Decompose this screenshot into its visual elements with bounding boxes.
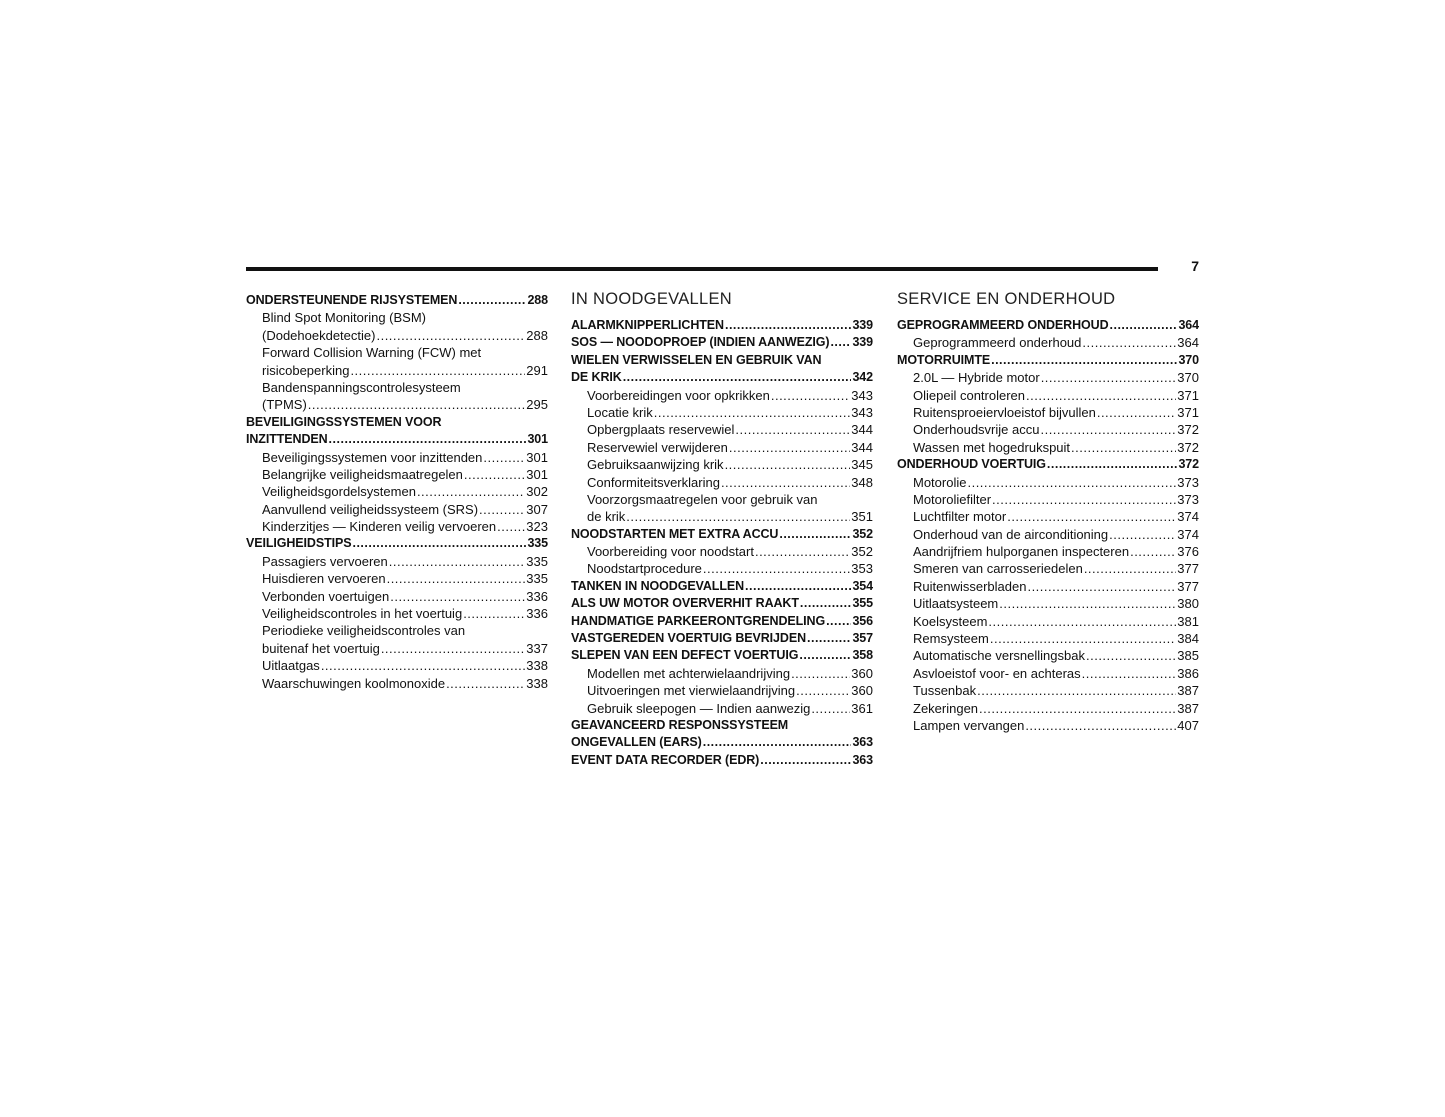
toc-column-3 [897,290,1199,734]
toc-section-entry [571,734,873,751]
dot-leader [745,578,851,595]
toc-section-entry [571,334,873,351]
toc-subentry [897,595,1199,612]
toc-section-entry [246,535,548,552]
toc-subentry [897,630,1199,647]
entry-page-number: 352 [851,544,873,560]
entry-page-number: 364 [1178,318,1199,332]
dot-leader [1084,560,1176,577]
toc-section-entry [571,317,873,334]
entry-title: (TPMS) [262,397,307,413]
toc-subentry [246,518,548,535]
toc-subentry [246,622,548,639]
entry-title: Uitlaatgas [262,658,320,674]
toc-subentry [246,605,548,622]
entry-title: Conformiteitsverklaring [587,474,720,490]
toc-section-entry [246,431,548,448]
toc-subentry [897,543,1199,560]
entry-title: Zekeringen [913,700,979,716]
entry-title: Remsysteem [913,631,989,647]
toc-subentry [897,665,1199,682]
dot-leader [387,570,526,587]
entry-title: de krik [587,509,626,525]
dot-leader [1007,508,1176,525]
dot-leader [654,404,851,421]
dot-leader [389,553,526,570]
toc-subentry [897,387,1199,404]
entry-page-number: 336 [526,588,548,604]
toc-subentry [571,421,873,438]
dot-leader [308,396,526,413]
toc-subentry [897,578,1199,595]
toc-subentry [571,456,873,473]
dot-leader [826,613,851,630]
toc-subentry [571,439,873,456]
toc-section-entry [571,352,873,369]
dot-leader [703,560,850,577]
dot-leader [1110,317,1178,334]
entry-title: Kinderzitjes — Kinderen veilig vervoeren [262,519,497,535]
entry-page-number: 338 [526,675,548,691]
toc-subentry [246,501,548,518]
toc-subentry [246,396,548,413]
entry-page-number: 339 [852,335,873,350]
toc-subentry [571,700,873,717]
entry-page-number: 335 [527,536,548,551]
entry-page-number: 360 [851,665,873,681]
toc-subentry [897,508,1199,525]
entry-title: MOTORRUIMTE [897,352,991,367]
entry-title: VEILIGHEIDSTIPS [246,536,352,551]
dot-leader [626,508,850,525]
dot-leader [1097,404,1176,421]
dot-leader [381,640,525,657]
entry-page-number: 345 [851,457,873,473]
entry-title: Modellen met achterwielaandrijving [587,665,791,681]
toc-subentry [246,657,548,674]
entry-page-number: 344 [851,439,873,455]
entry-page-number: 380 [1177,596,1199,612]
toc-section-entry [571,526,873,543]
entry-title: Verbonden voertuigen [262,588,390,604]
entry-title: Tussenbak [913,683,977,699]
entry-page-number: 288 [526,327,548,343]
entry-page-number: 372 [1177,439,1199,455]
toc-subentry [897,404,1199,421]
toc-subentry [897,560,1199,577]
toc-subentry [246,483,548,500]
entry-page-number: 307 [526,501,548,517]
entry-title: Waarschuwingen koolmonoxide [262,675,446,691]
dot-leader [799,647,851,664]
entry-title: Veiligheidsgordelsystemen [262,484,416,500]
dot-leader [779,526,851,543]
toc-subentry [897,369,1199,386]
toc-section-entry [897,317,1199,334]
dot-leader [352,535,526,552]
dot-leader [967,474,1176,491]
toc-column-1 [246,292,548,692]
dot-leader [992,491,1176,508]
entry-page-number: 370 [1177,370,1199,386]
toc-section-entry [571,595,873,612]
entry-title: Lampen vervangen [913,717,1025,733]
entry-title: buitenaf het voertuig [262,640,380,656]
entry-title: Voorzorgsmaatregelen voor gebruik van [587,491,818,507]
entry-title: Ruitensproeiervloeistof bijvullen [913,404,1096,420]
entry-title: Smeren van carrosseriedelen [913,561,1083,577]
toc-subentry [571,508,873,525]
dot-leader [755,543,850,560]
toc-subentry [246,327,548,344]
dot-leader [390,588,525,605]
entry-title: INZITTENDEN [246,432,328,447]
dot-leader [796,682,850,699]
entry-title: ONGEVALLEN (EARS) [571,735,702,750]
entry-page-number: 373 [1177,491,1199,507]
toc-subentry [897,613,1199,630]
dot-leader [1040,421,1176,438]
dot-leader [703,734,852,751]
dot-leader [329,431,527,448]
toc-subentry [897,700,1199,717]
entry-title: Motorolie [913,474,967,490]
toc-subentry [246,466,548,483]
entry-title: Periodieke veiligheidscontroles van [262,623,466,639]
entry-page-number: 371 [1177,387,1199,403]
entry-title: Veiligheidscontroles in het voertuig [262,606,463,622]
entry-page-number: 376 [1177,544,1199,560]
entry-page-number: 352 [852,526,873,541]
toc-section-entry [571,752,873,769]
entry-page-number: 385 [1177,648,1199,664]
dot-leader [725,317,851,334]
toc-section-entry [571,717,873,734]
toc-subentry [246,588,548,605]
dot-leader [735,421,850,438]
dot-leader [1026,387,1176,404]
entry-title: Huisdieren vervoeren [262,571,386,587]
entry-title: Onderhoudsvrije accu [913,422,1040,438]
toc-section-entry [571,369,873,386]
entry-page-number: 363 [852,752,873,767]
dot-leader [1025,717,1176,734]
dot-leader [1086,647,1176,664]
entry-page-number: 355 [852,596,873,611]
toc-entries [246,292,548,692]
dot-leader [991,352,1177,369]
dot-leader [1027,578,1176,595]
entry-page-number: 288 [527,293,548,307]
entry-title: Aanvullend veiligheidssysteem (SRS) [262,501,479,517]
dot-leader [1041,369,1177,386]
dot-leader [464,466,525,483]
toc-section-entry [246,292,548,309]
toc-subentry [897,526,1199,543]
dot-leader [721,474,850,491]
entry-title: Noodstartprocedure [587,561,702,577]
entry-page-number: 291 [526,362,548,378]
dot-leader [479,501,525,518]
dot-leader [446,675,525,692]
dot-leader [483,449,525,466]
dot-leader [463,605,525,622]
entry-page-number: 336 [526,606,548,622]
entry-title: Koelsysteem [913,613,988,629]
entry-page-number: 337 [526,640,548,656]
header-rule [246,267,1158,271]
toc-subentry [897,474,1199,491]
entry-title: Voorbereiding voor noodstart [587,544,754,560]
toc-section-entry [571,578,873,595]
entry-page-number: 351 [851,509,873,525]
entry-title: Passagiers vervoeren [262,553,388,569]
entry-page-number: 363 [852,735,873,750]
toc-subentry [571,387,873,404]
entry-page-number: 360 [851,683,873,699]
entry-title: Reservewiel verwijderen [587,439,728,455]
toc-subentry [897,717,1199,734]
entry-page-number: 335 [526,553,548,569]
entry-title: TANKEN IN NOODGEVALLEN [571,578,745,593]
toc-entries [571,317,873,769]
entry-title: Forward Collision Warning (FCW) met [262,345,482,361]
toc-subentry [897,439,1199,456]
entry-title: EVENT DATA RECORDER (EDR) [571,752,760,767]
dot-leader [623,369,852,386]
entry-page-number: 342 [852,370,873,385]
dot-leader [321,657,525,674]
entry-title: 2.0L — Hybride motor [913,370,1040,386]
entry-page-number: 361 [851,700,873,716]
toc-subentry [246,379,548,396]
entry-page-number: 374 [1177,509,1199,525]
entry-title: Luchtfilter motor [913,509,1007,525]
entry-page-number: 377 [1177,561,1199,577]
entry-title: Uitlaatsysteem [913,596,999,612]
entry-page-number: 372 [1178,457,1199,472]
entry-title: Automatische versnellingsbak [913,648,1085,664]
dot-leader [979,700,1176,717]
toc-subentry [897,421,1199,438]
entry-title: GEAVANCEERD RESPONSSYSTEEM [571,717,789,732]
entry-page-number: 387 [1177,700,1199,716]
entry-page-number: 381 [1177,613,1199,629]
dot-leader [417,483,525,500]
toc-subentry [571,491,873,508]
dot-leader [990,630,1176,647]
entry-title: risicobeperking [262,362,350,378]
dot-leader [725,456,851,473]
toc-subentry [246,570,548,587]
entry-title: Locatie krik [587,404,653,420]
toc-subentry [897,334,1199,351]
dot-leader [811,700,850,717]
entry-page-number: 407 [1177,717,1199,733]
dot-leader [807,630,851,647]
entry-page-number: 301 [526,449,548,465]
toc-subentry [246,362,548,379]
dot-leader [350,362,525,379]
dot-leader [458,292,526,309]
entry-title: (Dodehoekdetectie) [262,327,376,343]
toc-section-entry [897,456,1199,473]
toc-subentry [246,640,548,657]
entry-page-number: 372 [1177,422,1199,438]
entry-title: VASTGEREDEN VOERTUIG BEVRIJDEN [571,631,807,646]
entry-page-number: 364 [1177,335,1199,351]
entry-title: Ruitenwisserbladen [913,578,1027,594]
entry-title: GEPROGRAMMEERD ONDERHOUD [897,318,1109,332]
entry-title: Voorbereidingen voor opkrikken [587,387,770,403]
entry-title: Beveiligingssystemen voor inzittenden [262,449,483,465]
toc-section-entry [571,613,873,630]
entry-page-number: 373 [1177,474,1199,490]
toc-column-2 [571,290,873,769]
entry-page-number: 370 [1178,352,1199,367]
toc-subentry [571,543,873,560]
entry-title: Geprogrammeerd onderhoud [913,335,1082,351]
entry-page-number: 339 [852,318,873,332]
entry-title: Motoroliefilter [913,491,992,507]
dot-leader [771,387,850,404]
dot-leader [760,752,851,769]
entry-page-number: 377 [1177,578,1199,594]
toc-subentry [571,404,873,421]
toc-subentry [246,675,548,692]
toc-subentry [571,560,873,577]
dot-leader [376,327,525,344]
entry-title: SLEPEN VAN EEN DEFECT VOERTUIG [571,648,799,663]
entry-title: Uitvoeringen met vierwielaandrijving [587,683,796,699]
entry-title: Opbergplaats reservewiel [587,422,735,438]
entry-title: HANDMATIGE PARKEERONTGRENDELING [571,613,826,628]
entry-title: ONDERSTEUNENDE RIJSYSTEMEN [246,293,458,307]
entry-title: Gebruik sleepogen — Indien aanwezig [587,700,811,716]
entry-title: ALS UW MOTOR OVERVERHIT RAAKT [571,596,799,611]
entry-page-number: 357 [852,631,873,646]
entry-title: Wassen met hogedrukspuit [913,439,1071,455]
toc-subentry [571,682,873,699]
entry-title: ONDERHOUD VOERTUIG [897,457,1046,472]
toc-subentry [246,449,548,466]
entry-page-number: 335 [526,571,548,587]
toc-entries [897,317,1199,734]
entry-title: Oliepeil controleren [913,387,1026,403]
dot-leader [729,439,850,456]
dot-leader [1082,334,1176,351]
toc-subentry [571,474,873,491]
section-heading-service: SERVICE EN ONDERHOUD [897,290,1116,308]
dot-leader [830,334,851,351]
dot-leader [1071,439,1176,456]
toc-subentry [246,553,548,570]
entry-title: Asvloeistof voor- en achteras [913,665,1081,681]
entry-page-number: 356 [852,613,873,628]
toc-subentry [246,344,548,361]
entry-page-number: 338 [526,658,548,674]
toc-subentry [897,647,1199,664]
section-heading-emergencies: IN NOODGEVALLEN [571,290,732,308]
toc-section-entry [571,647,873,664]
entry-title: NOODSTARTEN MET EXTRA ACCU [571,526,779,541]
entry-title: SOS — NOODOPROEP (INDIEN AANWEZIG) [571,335,830,350]
entry-page-number: 386 [1177,665,1199,681]
entry-page-number: 387 [1177,683,1199,699]
dot-leader [791,665,850,682]
entry-page-number: 354 [852,578,873,593]
entry-page-number: 302 [526,484,548,500]
dot-leader [497,518,525,535]
entry-page-number: 301 [526,466,548,482]
entry-title: Gebruiksaanwijzing krik [587,457,724,473]
entry-page-number: 343 [851,387,873,403]
page-number: 7 [1191,258,1199,274]
dot-leader [1047,456,1178,473]
entry-title: Belangrijke veiligheidsmaatregelen [262,466,463,482]
entry-title: DE KRIK [571,370,622,385]
entry-page-number: 384 [1177,631,1199,647]
entry-title: Blind Spot Monitoring (BSM) [262,310,427,326]
entry-page-number: 301 [527,432,548,447]
dot-leader [1109,526,1176,543]
toc-subentry [897,491,1199,508]
entry-page-number: 295 [526,397,548,413]
toc-subentry [571,665,873,682]
dot-leader [1130,543,1176,560]
entry-page-number: 374 [1177,526,1199,542]
entry-title: ALARMKNIPPERLICHTEN [571,318,724,332]
entry-page-number: 323 [526,519,548,535]
toc-subentry [897,682,1199,699]
dot-leader [800,595,852,612]
toc-section-entry [897,352,1199,369]
dot-leader [988,613,1176,630]
entry-title: Onderhoud van de airconditioning [913,526,1109,542]
entry-page-number: 344 [851,422,873,438]
entry-page-number: 343 [851,404,873,420]
entry-title: Bandenspanningscontrolesysteem [262,379,461,395]
dot-leader [1082,665,1177,682]
entry-page-number: 353 [851,561,873,577]
entry-page-number: 358 [852,648,873,663]
dot-leader [999,595,1176,612]
entry-title: Aandrijfriem hulporganen inspecteren [913,544,1130,560]
toc-section-entry [571,630,873,647]
entry-page-number: 348 [851,474,873,490]
dot-leader [977,682,1176,699]
entry-page-number: 371 [1177,404,1199,420]
toc-section-entry [246,414,548,431]
entry-title: WIELEN VERWISSELEN EN GEBRUIK VAN [571,352,822,367]
toc-subentry [246,309,548,326]
entry-title: BEVEILIGINGSSYSTEMEN VOOR [246,414,442,429]
